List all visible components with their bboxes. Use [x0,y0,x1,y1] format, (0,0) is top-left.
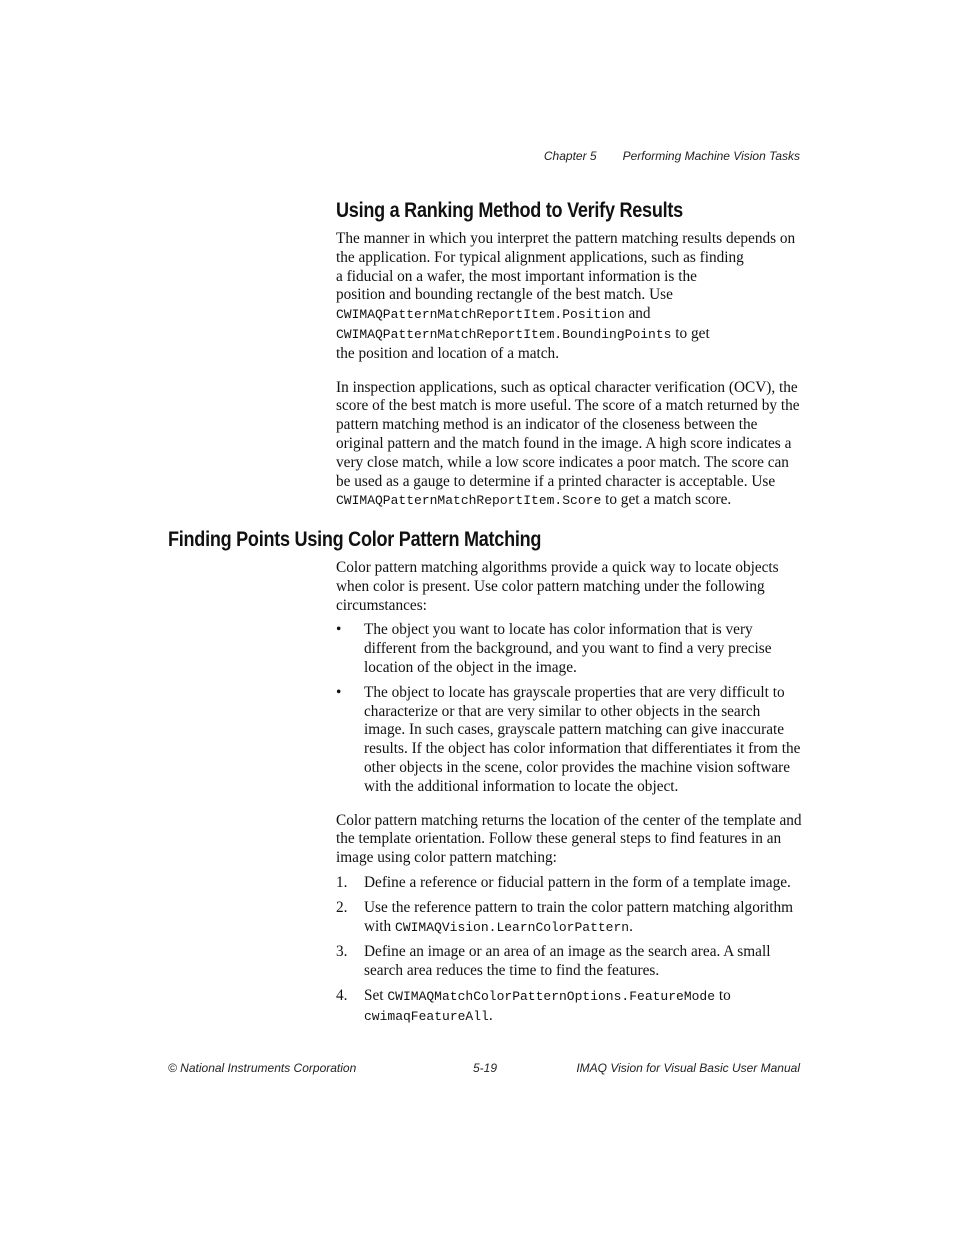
ranking-paragraph-2: In inspection applications, such as optical character verification (OCV), the score of the best match is more useful. The score of a match returned by the pattern matching method is an indicator of the closeness between the original pattern and the match found in the image. A high score indicates a very close match, while a low score indicates a poor match. The score can be used as a gauge to determine if a printed character is acceptable. Use CWIMAQPatternMatchReportItem.Score to get a match score. [336,378,800,509]
bullet-mark: • [336,621,342,639]
code-bounding-points: CWIMAQPatternMatchReportItem.BoundingPoints [336,326,672,342]
bullet-item: • The object to locate has grayscale properties that are very difficult to characterize or that are very similar to other objects in the search image. In such cases, grayscale pattern matching can give inaccurate results. If the object has color information that differentiates it from the other objects in the scene, color provides the machine vision software with the additional information to locate the object. [336,683,801,795]
code-feature-all: cwimaqFeatureAll [364,1008,489,1024]
bullet-mark: • [336,683,342,701]
header-title: Performing Machine Vision Tasks [622,149,800,163]
header-chapter: Chapter 5 [543,149,597,163]
color-steps-intro: Color pattern matching returns the location of the center of the template and the template orientation. Follow these general steps to find features in an image using color pattern matching: [336,811,802,867]
section-heading-ranking: Using a Ranking Method to Verify Results [336,199,683,222]
color-intro-paragraph: Color pattern matching algorithms provide a quick way to locate objects when color is present. Use color pattern matching under the following circumstances: [336,559,779,614]
step-item: 3. Define an image or an area of an image as the search area. A small search area reduces the time to find the features. [336,943,771,980]
step-number: 3. [336,943,348,961]
footer-left: © National Instruments Corporation [168,1061,357,1075]
running-header [544,149,800,163]
code-learn-color-pattern: CWIMAQVision.LearnColorPattern [395,919,630,935]
step-item: 4. Set CWIMAQMatchColorPatternOptions.FeatureMode to cwimaqFeatureAll. [336,986,731,1024]
section-ranking-body [336,230,802,511]
code-feature-mode: CWIMAQMatchColorPatternOptions.FeatureMode [387,988,716,1004]
code-score: CWIMAQPatternMatchReportItem.Score [336,493,602,509]
code-position: CWIMAQPatternMatchReportItem.Position [336,307,625,323]
footer-right: IMAQ Vision for Visual Basic User Manual [576,1061,800,1075]
step-item: 2. Use the reference pattern to train the color pattern matching algorithm with CWIMAQVision.LearnColorPattern. [336,898,793,935]
step-number: 4. [336,986,348,1004]
step-number: 1. [336,873,348,891]
bullet-item: • The object you want to locate has color information that is very different from the background, and you want to find a very precise location of the object in the image. [336,621,772,676]
step-number: 2. [336,898,348,916]
section-heading-color-matching: Finding Points Using Color Pattern Matching [168,528,542,551]
footer-page-number: 5-19 [473,1061,498,1075]
step-item: 1. Define a reference or fiducial pattern in the form of a template image. [336,873,791,891]
section-color-body [336,559,802,1027]
ranking-paragraph-1: The manner in which you interpret the pattern matching results depends on the application. For typical alignment applications, such as finding a fiducial on a wafer, the most important information is the position and bounding rectangle of the best match. Use CWIMAQPatternMatchReportItem.Position and CWIMAQPatternMatchReportItem.BoundingPoints to get the position and location of a match. [336,230,796,362]
